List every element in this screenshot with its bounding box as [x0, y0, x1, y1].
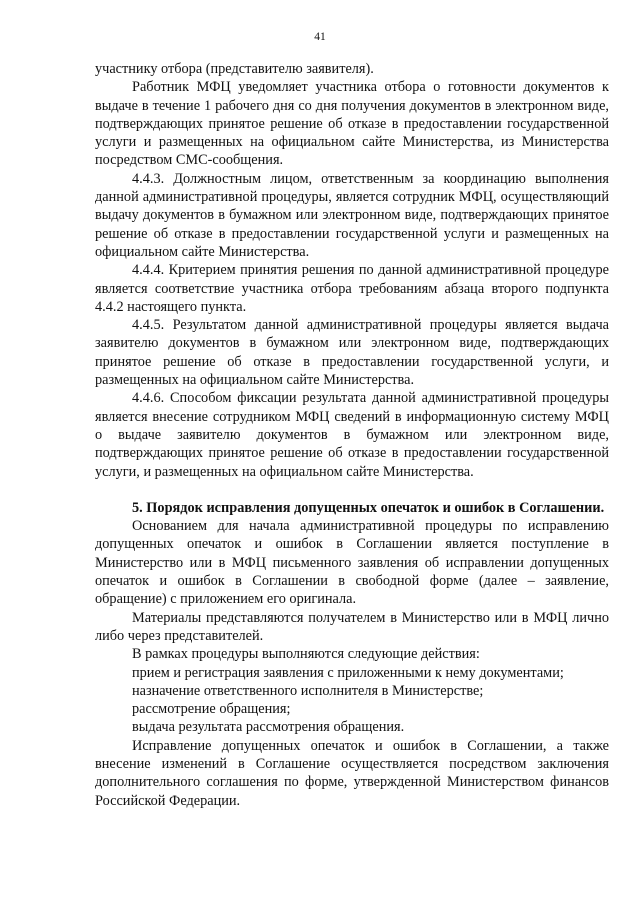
page-number: 41	[314, 31, 326, 43]
paragraph-materials: Материалы представляются получателем в Министерство или в МФЦ лично либо через представителей.	[95, 609, 609, 644]
list-item: прием и регистрация заявления с приложенными к нему документами;	[132, 664, 564, 681]
paragraph-4-4-5: 4.4.5. Результатом данной административной процедуры является выдача заявителю документов в бумажном или электронном виде, подтверждающих принятое решение об отказе в предоставлении государственной услуги, и размещенных на официальном сайте Министерства.	[95, 317, 609, 389]
paragraph-continuation: участнику отбора (представителю заявителя).	[95, 61, 374, 77]
list-intro: В рамках процедуры выполняются следующие действия:	[132, 646, 480, 663]
list-item: выдача результата рассмотрения обращения.	[132, 719, 405, 736]
section-heading: 5. Порядок исправления допущенных опечаток и ошибок в Соглашении.	[132, 499, 605, 516]
document-body	[95, 60, 609, 810]
paragraph-basis: Основанием для начала административной процедуры по исправлению допущенных опечаток и ошибок в Соглашении является поступление в Министерство или в МФЦ письменного заявления об исправлении допущенных опечаток и ошибок в Соглашении в свободной форме (далее – заявление, обращение) с приложением его оригинала.	[95, 518, 609, 608]
paragraph-4-4-3: 4.4.3. Должностным лицом, ответственным за координацию выполнения данной административной процедуры, является сотрудник МФЦ, осуществляющий выдачу документов в бумажном или электронном виде, подтверждающих принятое решение об отказе в предоставлении государственной услуги и размещенных на официальном сайте Министерства.	[95, 170, 609, 260]
list-item: назначение ответственного исполнителя в Министерстве;	[132, 682, 484, 699]
list-item: рассмотрение обращения;	[132, 701, 291, 718]
paragraph-4-4-6: 4.4.6. Способом фиксации результата данной административной процедуры является внесение сотрудником МФЦ сведений в информационную систему МФЦ о выдаче заявителю документов в бумажном или электронном виде, подтверждающих принятое решение об отказе в предоставлении государственной услуги, и размещенных на официальном сайте Министерства.	[95, 390, 609, 480]
paragraph-correction: Исправление допущенных опечаток и ошибок в Соглашении, а также внесение изменений в Соглашение осуществляется посредством заключения дополнительного соглашения по форме, утвержденной Министерством финансов Российской Федерации.	[95, 737, 609, 809]
paragraph-4-4-4: 4.4.4. Критерием принятия решения по данной административной процедуре является соответствие участника отбора требованиям абзаца второго подпункта 4.4.2 настоящего пункта.	[95, 262, 609, 315]
paragraph-notification: Работник МФЦ уведомляет участника отбора о готовности документов к выдаче в течение 1 рабочего дня со дня получения документов в электронном виде, подтверждающих принятое решение об отказе в предоставлении государственной услуги и размещенных на официальном сайте Министерства, из Министерства посредством СМС-сообщения.	[95, 79, 609, 169]
